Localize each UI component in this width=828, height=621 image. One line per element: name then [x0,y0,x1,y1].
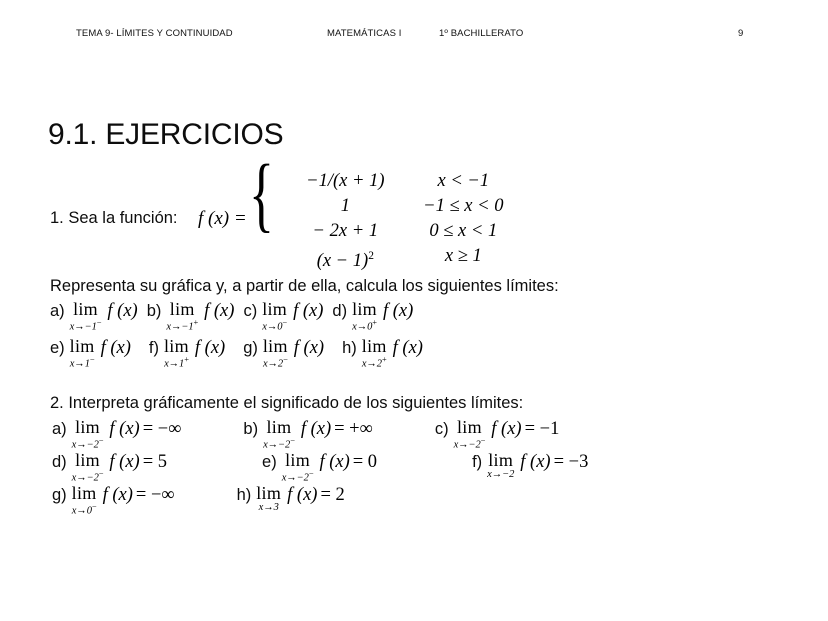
case-3-condition: 0 ≤ x < 1 [429,221,498,241]
case-1-condition: x < −1 [437,171,490,191]
lim-subscript: x→−2 [487,469,515,480]
function-expression: f (x) [102,485,133,505]
limit-item-letter: h) [342,339,357,357]
function-expression: f (x) [109,452,140,472]
function-expression: f (x) [100,338,131,358]
case-1-expression: −1/(x + 1) [306,171,385,191]
function-expression: f (x) [520,452,551,472]
lim-side-sign: − [91,502,97,511]
limit-expression-q2-a [52,418,181,451]
lim-subscript: x→1+ [164,355,189,370]
lim-keyword: lim [488,450,514,470]
lim-keyword: lim [456,417,482,437]
limit-item-letter: g) [52,486,67,504]
function-expression: f (x) [392,338,423,358]
limit-value: = −3 [553,452,589,472]
lim-keyword: lim [256,483,282,503]
function-expression: f (x) [293,338,325,358]
header-page-number: 9 [738,28,744,39]
header-subject: MATEMÁTICAS I [327,28,402,39]
function-expression: f (x) [109,419,140,439]
lim-operator [263,337,288,370]
limit-expression-q2-b [243,418,372,451]
lim-operator [70,337,95,370]
lim-keyword: lim [352,299,377,319]
lim-side-sign: + [381,355,387,364]
limit-item-letter: d) [52,453,67,471]
lim-side-sign: − [480,436,486,445]
limit-item-letter: b) [146,302,162,320]
lim-keyword: lim [285,450,311,470]
lim-operator [487,451,514,481]
limit-expression-q1-a [50,300,138,333]
lim-operator [72,451,104,484]
limit-expression-q1-d [332,300,413,333]
exercise-1-limits-row-2 [50,337,423,370]
lim-side-sign: − [96,318,102,327]
lim-keyword: lim [262,336,288,356]
left-brace-glyph: { [249,148,275,241]
lim-keyword: lim [69,336,95,356]
lim-subscript: x→2+ [361,355,387,370]
lim-operator [70,300,102,333]
lim-side-sign: − [98,436,104,445]
lim-subscript: x→−2− [71,469,104,484]
lim-operator [72,484,97,517]
function-expression: f (x) [107,301,138,321]
limit-item-letter: e) [50,339,65,357]
limit-expression-q2-g [52,484,175,517]
exercise-2-limits-row-2 [52,451,588,484]
lim-subscript: x→−2− [281,469,314,484]
function-expression: f (x) [319,452,350,472]
lim-subscript: x→−2− [71,436,104,451]
lim-subscript: x→0− [71,502,97,517]
function-expression: f (x) [382,301,414,321]
lim-operator [164,337,189,370]
lim-keyword: lim [266,417,292,437]
case-2-expression: 1 [340,196,350,216]
lim-subscript: x→2− [262,355,288,370]
page-header [0,28,828,44]
exercise-1-limits-row-1 [50,300,413,333]
piecewise-function [249,148,517,272]
lim-keyword: lim [163,336,189,356]
lim-keyword: lim [262,299,288,319]
lim-subscript: x→0− [262,318,288,333]
limit-expression-q2-e [262,451,377,484]
exercise-1-instruction: Representa su gráfica y, a partir de ella, calcula los siguientes límites: [50,277,559,295]
limit-item-letter: f) [472,453,483,471]
case-4-expression [281,244,409,272]
piecewise-cases [281,169,517,272]
limit-expression-q1-c [243,300,323,333]
case-3-expression: − 2x + 1 [312,221,379,241]
limit-expression-q2-c [435,418,560,451]
limit-value: = −∞ [135,485,175,505]
exercise-1-label: 1. Sea la función: [50,209,178,227]
limit-expression-q1-f [149,337,225,370]
header-course: 1º BACHILLERATO [439,28,524,39]
case-4-condition: x ≥ 1 [444,246,482,266]
function-expression: f (x) [300,419,332,439]
limit-expression-q1-g [243,337,324,370]
lim-side-sign: − [98,469,104,478]
lim-keyword: lim [73,299,98,319]
lim-operator [262,300,287,333]
function-expression: f (x) [293,301,324,321]
limit-expression-q2-f [472,451,588,481]
limit-expression-q2-d [52,451,167,484]
limit-expression-q1-b [147,300,235,333]
function-expression: f (x) [491,419,522,439]
lim-subscript: x→1− [69,355,95,370]
limit-item-letter: g) [243,339,258,357]
lim-side-sign: + [193,318,199,327]
lim-operator [454,418,486,451]
limit-item-letter: c) [243,302,258,320]
case-2-condition: −1 ≤ x < 0 [423,196,504,216]
lim-side-sign: + [372,318,377,327]
case-4-expression-base: (x − 1) [316,251,369,272]
lim-keyword: lim [169,299,195,319]
limit-item-letter: b) [243,420,259,438]
limit-value: = 2 [320,485,345,505]
exercise-2-instruction: 2. Interpreta gráficamente el significado de los siguientes límites: [50,394,524,412]
limit-value: = 0 [352,452,378,472]
lim-operator [263,418,295,451]
limit-item-letter: h) [236,486,252,504]
function-expression: f (x) [204,301,235,321]
function-definition-lhs: f (x) = [198,208,247,229]
limit-item-letter: a) [50,302,65,320]
lim-keyword: lim [75,450,100,470]
page-title: 9.1. EJERCICIOS [48,118,284,152]
lim-side-sign: − [283,355,288,364]
lim-keyword: lim [71,483,97,503]
header-topic: TEMA 9- LÍMITES Y CONTINUIDAD [76,28,233,39]
exercise-2-limits-row-3 [52,484,345,517]
lim-operator [282,451,314,484]
lim-side-sign: − [290,436,295,445]
lim-operator [362,337,387,370]
limit-value: = −1 [524,419,560,439]
lim-keyword: lim [75,417,100,437]
function-expression: f (x) [194,338,226,358]
lim-side-sign: − [282,318,288,327]
lim-operator [166,300,198,333]
lim-side-sign: − [89,355,95,364]
lim-operator [352,300,377,333]
lim-side-sign: − [308,469,314,478]
limit-expression-q1-h [342,337,423,370]
lim-subscript: x→0+ [352,318,377,333]
limit-item-letter: f) [148,339,159,357]
limit-item-letter: a) [52,420,67,438]
lim-subscript: x→−2− [263,436,295,451]
limit-value: = +∞ [334,419,373,439]
case-4-exponent: 2 [368,250,374,262]
lim-keyword: lim [361,336,387,356]
limit-item-letter: e) [262,453,277,471]
lim-subscript: x→3 [258,502,279,513]
lim-subscript: x→−1− [69,318,102,333]
exercise-2-limits-row-1 [52,418,559,451]
function-expression: f (x) [287,485,318,505]
limit-value: = −∞ [142,419,182,439]
limit-expression-q2-h [237,484,345,514]
lim-subscript: x→−1+ [166,318,199,333]
lim-operator [256,484,281,514]
limit-item-letter: c) [434,420,449,438]
limit-value: = 5 [142,452,168,472]
lim-operator [72,418,104,451]
limit-item-letter: d) [332,302,348,320]
limit-expression-q1-e [50,337,131,370]
lim-subscript: x→−2− [453,436,486,451]
lim-side-sign: + [184,355,189,364]
